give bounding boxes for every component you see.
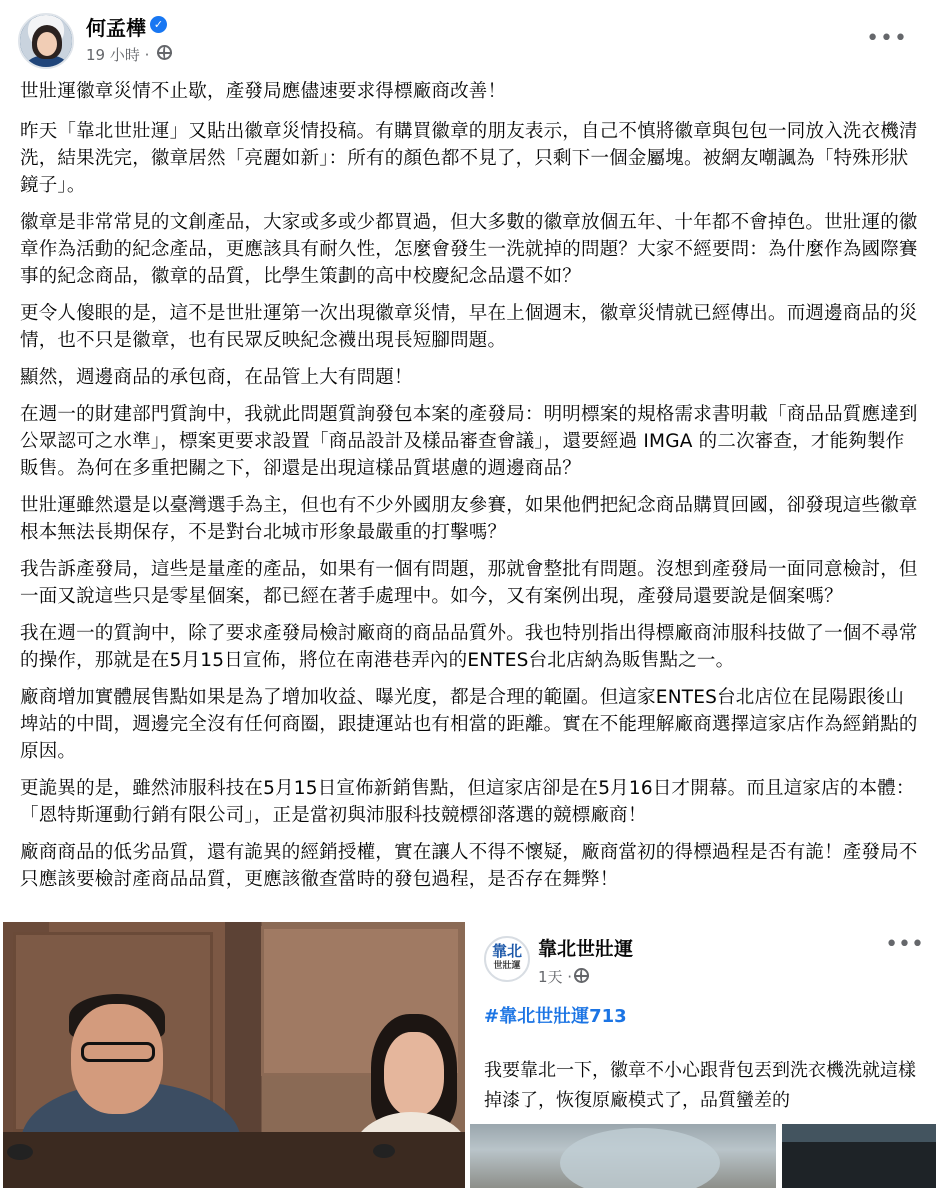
shared-avatar-text-top: 靠北 [491, 942, 522, 960]
shared-avatar-text-bottom: 世壯運 [493, 961, 521, 971]
shared-post-screenshot[interactable] [470, 922, 936, 1188]
shared-page-avatar [484, 936, 530, 982]
post-paragraph: 我在週一的質詢中，除了要求產發局檢討廠商的商品品質外。我也特別指出得標廠商沛服科技做了一個不尋常的操作，那就是在5月15日宣佈，將位在南港巷弄內的ENTES台北店納為販售點之一。 [20, 623, 918, 671]
author-avatar[interactable] [18, 13, 74, 69]
post-paragraph: 世壯運徽章災情不止歇，產發局應儘速要求得標廠商改善！ [20, 81, 507, 102]
council-photo[interactable] [3, 922, 465, 1188]
post-timestamp[interactable]: 19 小時 · [86, 46, 150, 64]
badge-photo [470, 1124, 776, 1188]
badge-photo-2 [782, 1124, 936, 1188]
verified-badge-icon: ✓ [150, 16, 167, 33]
post-paragraph: 顯然，週邊商品的承包商，在品管上大有問題！ [20, 367, 413, 388]
post-paragraph: 廠商增加實體展售點如果是為了增加收益、曝光度，都是合理的範圍。但這家ENTES台北店位在昆陽跟後山埤站的中間，週邊完全沒有任何商圈，跟捷運站也有相當的距離。實在不能理解廠商選擇這家店作為經銷點的原因。 [20, 687, 918, 762]
post-paragraph: 廠商商品的低劣品質，還有詭異的經銷授權，實在讓人不得不懷疑，廠商當初的得標過程是否有詭！產發局不只應該要檢討產商品品質，更應該徹查當時的發包過程，是否存在舞弊！ [20, 842, 918, 890]
post-header [0, 0, 936, 80]
post-paragraph: 我告訴產發局，這些是量產的產品，如果有一個有問題，那就會整批有問題。沒想到產發局一面同意檢討，但一面又說這些只是零星個案，都已經在著手處理中。如今，又有案例出現，產發局還要說是個案嗎？ [20, 559, 918, 607]
globe-icon [574, 968, 589, 983]
post-text [20, 78, 920, 903]
post-media [0, 922, 936, 1188]
post-paragraph: 徽章是非常常見的文創產品，大家或多或少都買過，但大多數的徽章放個五年、十年都不會掉色。世壯運的徽章作為活動的紀念產品，更應該具有耐久性，怎麼會發生一洗就掉的問題？大家不經要問：為什麼作為國際賽事的紀念商品，徽章的品質，比學生策劃的高中校慶紀念品還不如？ [20, 212, 918, 287]
post-paragraph: 更令人傻眼的是，這不是世壯運第一次出現徽章災情，早在上個週末，徽章災情就已經傳出。而週邊商品的災情，也不只是徽章，也有民眾反映紀念襪出現長短腳問題。 [20, 303, 918, 351]
post-paragraph: 更詭異的是，雖然沛服科技在5月15日宣佈新銷售點，但這家店卻是在5月16日才開幕。而且這家店的本體：「恩特斯運動行銷有限公司」，正是當初與沛服科技競標卻落選的競標廠商！ [20, 778, 915, 826]
shared-hashtag: #靠北世壯運713 [484, 1006, 627, 1027]
shared-page-name: 靠北世壯運 [538, 938, 634, 960]
more-options-icon[interactable]: ••• [866, 26, 908, 51]
author-name[interactable]: 何孟樺 [86, 16, 146, 40]
post-paragraph: 世壯運雖然還是以臺灣選手為主，但也有不少外國朋友參賽，如果他們把紀念商品購買回國，卻發現這些徽章根本無法長期保存，不是對台北城市形象最嚴重的打擊嗎？ [20, 495, 918, 543]
post-paragraph: 在週一的財建部門質詢中，我就此問題質詢發包本案的產發局：明明標案的規格需求書明載「商品品質應達到公眾認可之水準」，標案更要求設置「商品設計及樣品審查會議」，還要經過 IMGA 的二次審查，才能夠製作販售。為何在多重把關之下，卻還是出現這樣品質堪慮的週邊商品？ [20, 404, 918, 479]
shared-timestamp: 1天 · [538, 968, 573, 986]
shared-post-text: 我要靠北一下，徽章不小心跟背包丟到洗衣機洗就這樣掉漆了，恢復原廠模式了，品質蠻差的 [484, 1060, 916, 1111]
more-options-icon: ••• [885, 932, 924, 957]
globe-icon[interactable] [157, 45, 172, 60]
post-paragraph: 昨天「靠北世壯運」又貼出徽章災情投稿。有購買徽章的朋友表示，自己不慎將徽章與包包一同放入洗衣機清洗，結果洗完，徽章居然「亮麗如新」：所有的顏色都不見了，只剩下一個金屬塊。被網友嘲諷為「特殊形狀鏡子」。 [20, 121, 918, 196]
